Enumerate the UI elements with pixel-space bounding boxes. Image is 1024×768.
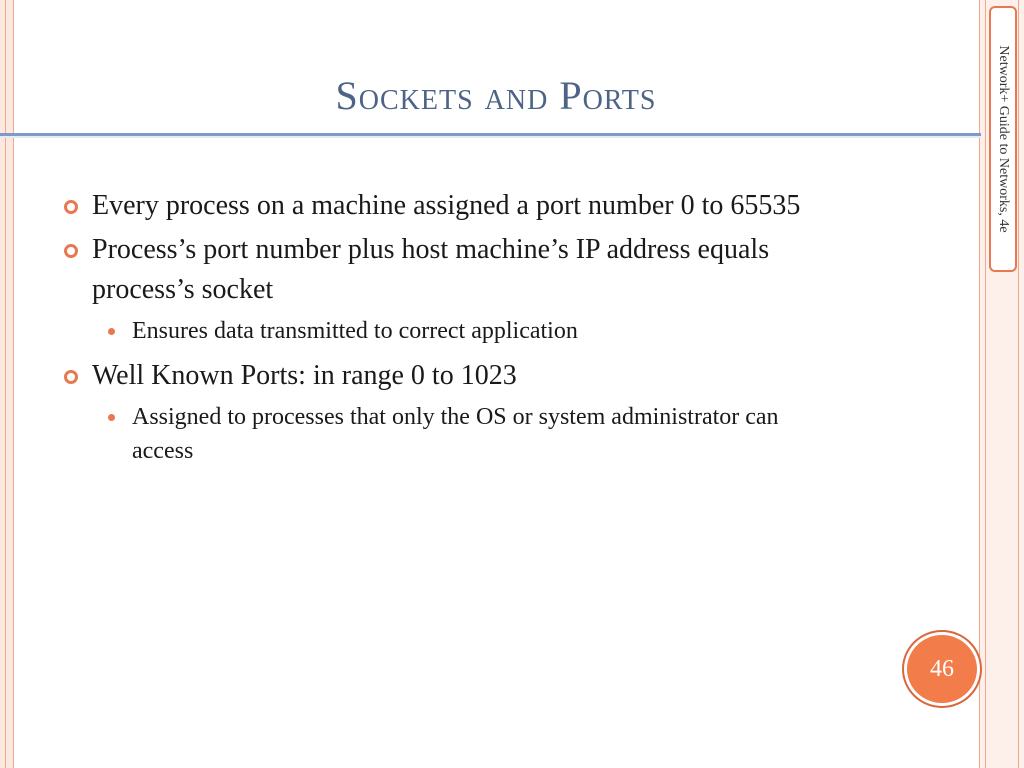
bullet-item	[62, 186, 822, 226]
bullet-text: Every process on a machine assigned a port number 0 to 65535	[92, 190, 801, 221]
page-number-badge	[904, 632, 980, 706]
bullet-dot-icon	[108, 328, 115, 335]
bullet-list	[62, 186, 822, 476]
bullet-item	[62, 230, 822, 310]
bullet-ring-icon	[64, 200, 78, 214]
bullet-dot-icon	[108, 414, 115, 421]
sub-bullet-text: Ensures data transmitted to correct application	[132, 318, 578, 344]
right-border-line	[1018, 0, 1019, 768]
right-border-line	[985, 0, 986, 768]
sub-bullet-item	[62, 314, 822, 348]
sub-bullet-item	[62, 400, 822, 468]
sub-bullet-text: Assigned to processes that only the OS or system administrator can access	[132, 404, 779, 464]
bullet-item	[62, 356, 822, 396]
slide-title: Sockets and Ports	[335, 73, 657, 118]
side-label: Network+ Guide to Networks, 4e	[996, 45, 1011, 233]
left-border	[0, 0, 14, 768]
title-divider-shadow	[0, 136, 981, 138]
side-label-tab	[989, 6, 1017, 272]
bullet-ring-icon	[64, 370, 78, 384]
bullet-text: Process’s port number plus host machine’s IP address equals process’s socket	[92, 234, 770, 305]
page-number: 46	[930, 655, 954, 682]
bullet-ring-icon	[64, 244, 78, 258]
left-border-line	[5, 0, 6, 768]
bullet-text: Well Known Ports: in range 0 to 1023	[92, 360, 517, 391]
